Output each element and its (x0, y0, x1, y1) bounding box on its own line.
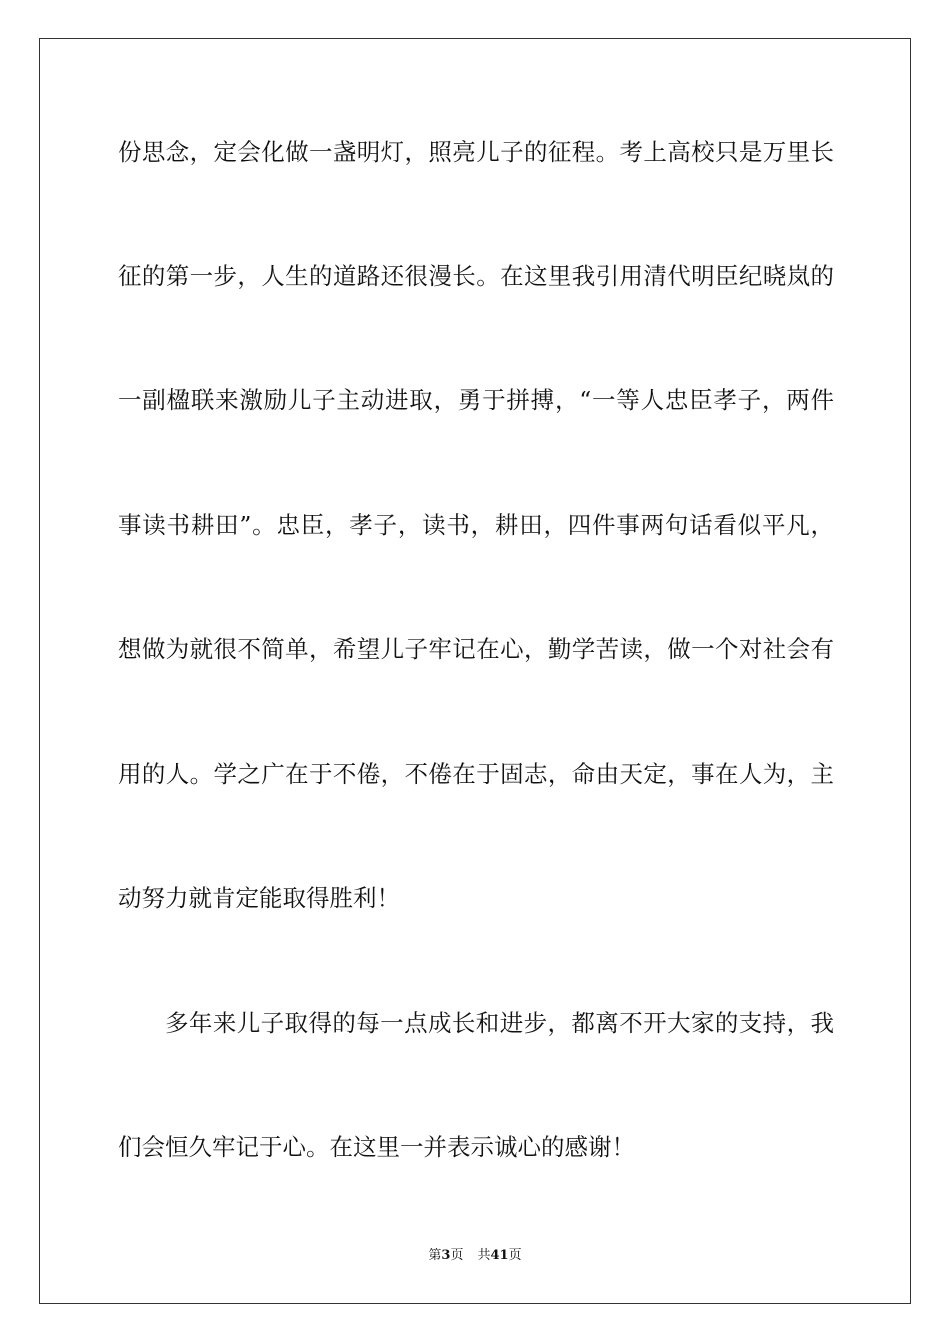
text-line: 们会恒久牢记于心。在这里一并表示诚心的感谢！ (118, 1133, 635, 1161)
text-line: 征的第一步，人生的道路还很漫长。在这里我引用清代明臣纪晓岚的 (118, 262, 834, 290)
text-line: 想做为就很不简单，希望儿子牢记在心，勤学苦读，做一个对社会有 (118, 635, 834, 663)
total-pages: 41 (490, 1248, 509, 1263)
total-label-prefix: 共 (477, 1248, 491, 1263)
text-line: 一副楹联来激励儿子主动进取，勇于拼搏，“一等人忠臣孝子，两件 (118, 386, 834, 414)
paragraph-first-line: 多年来儿子取得的每一点成长和进步，都离不开大家的支持，我 (165, 1009, 834, 1037)
page-label-prefix: 第 (428, 1248, 442, 1263)
text-line: 用的人。学之广在于不倦，不倦在于固志，命由天定，事在人为，主 (118, 760, 834, 788)
text-line: 份思念，定会化做一盏明灯，照亮儿子的征程。考上高校只是万里长 (118, 138, 834, 166)
page-footer (0, 1248, 950, 1264)
text-line: 事读书耕田”。忠臣，孝子，读书，耕田，四件事两句话看似平凡， (118, 511, 834, 539)
total-label-suffix: 页 (508, 1248, 522, 1263)
page-label-suffix: 页 (450, 1248, 464, 1263)
page-border (39, 38, 911, 1304)
page-number: 3 (441, 1248, 451, 1263)
text-line: 动努力就肯定能取得胜利！ (118, 884, 400, 912)
